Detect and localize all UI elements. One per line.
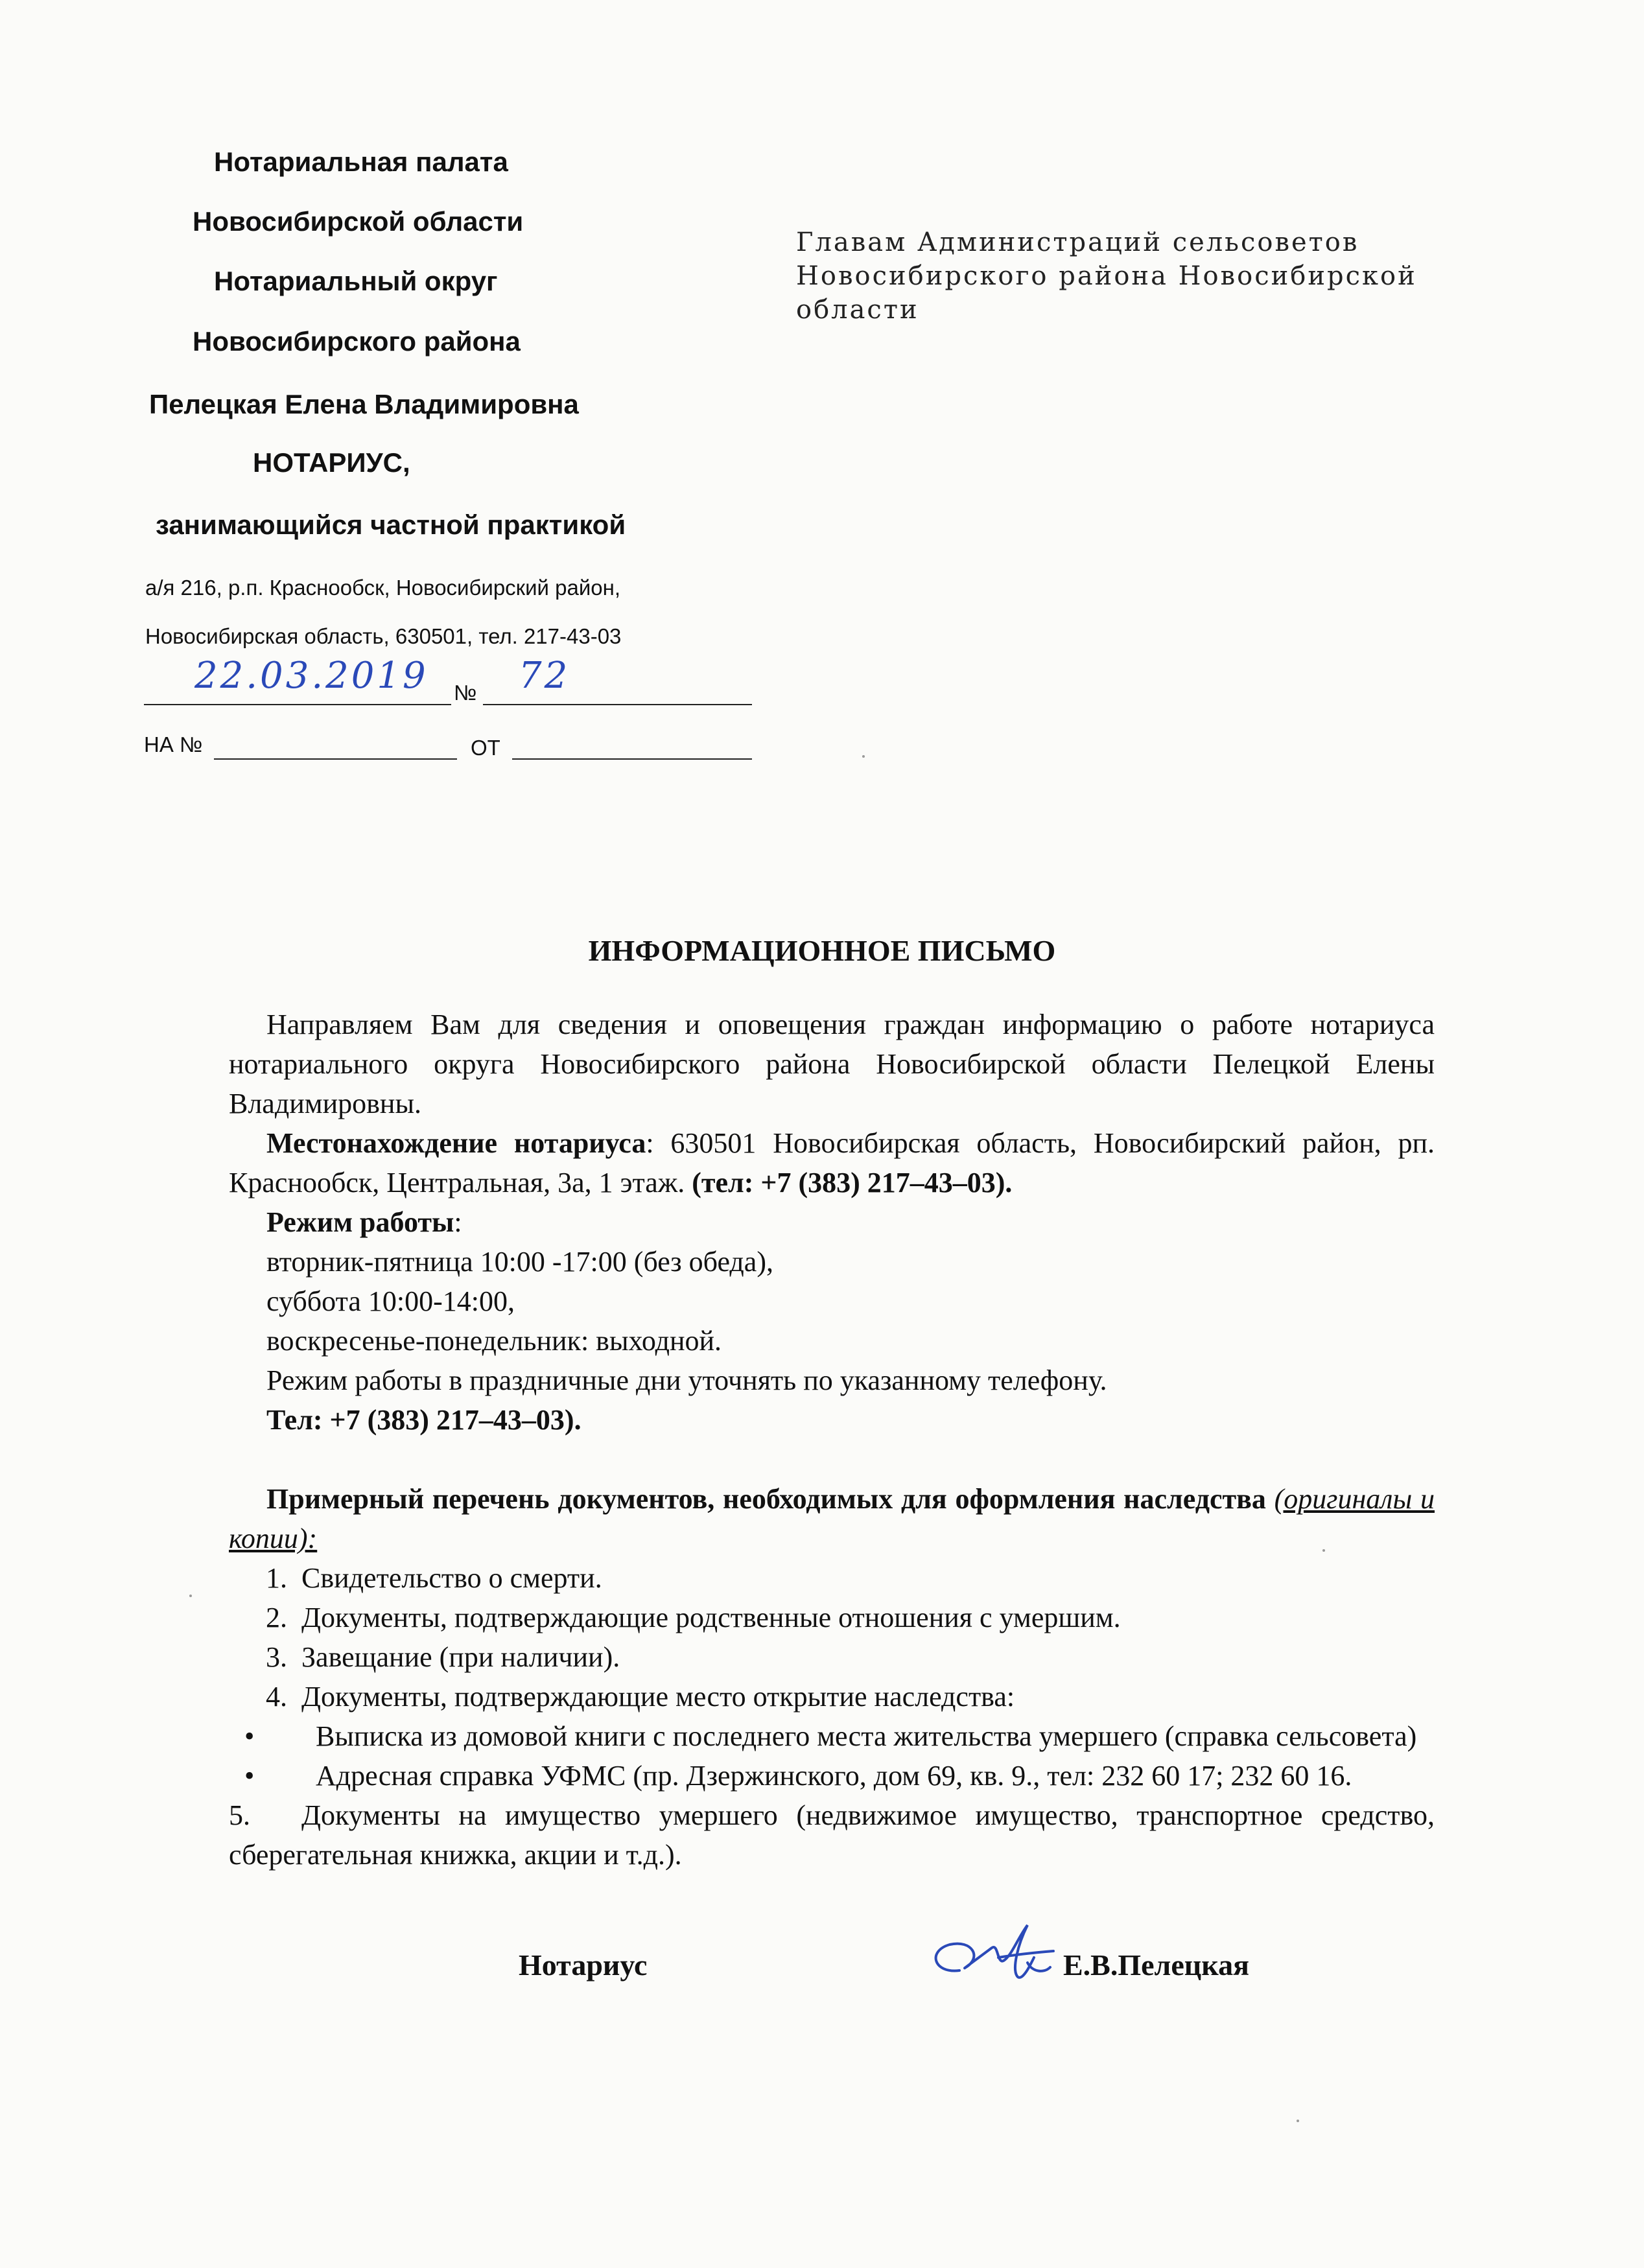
schedule-phone-text: Тел: +7 (383) 217–43–03). — [266, 1404, 581, 1436]
handwritten-date: 22.03.2019 — [194, 655, 429, 697]
date-underline — [144, 704, 451, 705]
addressee: Главам Администраций сельсоветов Новосибирского района Новосибирской области — [796, 228, 1417, 325]
list-item — [229, 1598, 1435, 1637]
letter-title: ИНФОРМАЦИОННОЕ ПИСЬМО — [588, 934, 1056, 967]
location-phone: (тел: +7 (383) 217–43–03). — [692, 1167, 1013, 1198]
schedule-line: воскресенье-понедельник: выходной. — [266, 1325, 722, 1357]
schedule-line: суббота 10:00-14:00, — [266, 1285, 515, 1317]
from-label: ОТ — [471, 736, 500, 760]
documents-heading-paragraph — [229, 1479, 1435, 1558]
list-item — [229, 1558, 1435, 1598]
list-item-text: Документы на имущество умершего (недвижимое имущество, транспортное средство, сберегательная книжка, акции и т.д.). — [229, 1799, 1435, 1871]
letterhead-practice: занимающийся частной практикой — [156, 509, 626, 540]
number-label: № — [454, 681, 477, 705]
list-item-number: 1. — [266, 1562, 287, 1594]
number-underline — [483, 704, 752, 705]
spacer — [229, 1440, 1435, 1479]
handwritten-signature-icon — [921, 1912, 1070, 1996]
bullet-icon: • — [244, 1720, 255, 1752]
reference-underline — [214, 758, 457, 760]
list-item — [229, 1637, 1435, 1677]
schedule-line: Режим работы в праздничные дни уточнять по указанному телефону. — [266, 1364, 1107, 1396]
list-item — [229, 1677, 1435, 1716]
scan-speck — [1297, 2120, 1299, 2122]
letterhead-role: НОТАРИУС, — [253, 447, 410, 478]
list-item-number: 3. — [266, 1641, 287, 1673]
letterhead-notary-name: Пелецкая Елена Владимировна — [149, 389, 579, 419]
list-item-text: Документы, подтверждающие место открытие наследства: — [301, 1681, 1015, 1713]
list-item-number: 2. — [266, 1602, 287, 1633]
letterhead-district: Новосибирского района — [193, 326, 521, 357]
schedule-phone — [229, 1400, 1435, 1440]
signature-role: Нотариус — [519, 1948, 648, 1982]
letterhead-address-line2: Новосибирская область, 630501, тел. 217-43-03 — [145, 624, 622, 648]
location-text: : 630501 Новосибирская область, Новосибирский район, рп. Краснообск, Центральная, 3а, 1 этаж. — [229, 1127, 1435, 1198]
from-underline — [512, 758, 752, 760]
bullet-item — [229, 1756, 1435, 1795]
schedule-line: вторник-пятница 10:00 -17:00 (без обеда), — [266, 1246, 773, 1278]
letterhead-district-label: Нотариальный округ — [214, 266, 498, 296]
schedule-heading — [229, 1202, 1435, 1242]
handwritten-number: 72 — [519, 655, 570, 697]
schedule-colon: : — [454, 1206, 462, 1238]
scan-speck — [189, 1595, 192, 1597]
location-paragraph — [229, 1123, 1435, 1202]
list-item — [229, 1795, 1435, 1875]
bullet-icon: • — [244, 1760, 255, 1792]
documents-subheading: (оригиналы и копии): — [229, 1483, 1435, 1554]
documents-heading: Примерный перечень документов, необходимых для оформления наследства — [266, 1483, 1266, 1515]
scan-speck — [1322, 1549, 1325, 1552]
signature-name: Е.В.Пелецкая — [1063, 1948, 1249, 1982]
reference-label: НА № — [144, 732, 203, 756]
letter-body — [229, 1005, 1435, 1875]
list-item-number: 5. — [229, 1799, 250, 1831]
list-item-text: Свидетельство о смерти. — [301, 1562, 602, 1594]
location-label: Местонахождение нотариуса — [266, 1127, 646, 1159]
list-item-text: Завещание (при наличии). — [301, 1641, 620, 1673]
scan-speck — [862, 755, 865, 758]
intro-paragraph: Направляем Вам для сведения и оповещения граждан информацию о работе нотариуса нотариального округа Новосибирского района Новосибирской области Пелецкой Елены Владимировны. — [229, 1009, 1435, 1119]
list-item-text: Документы, подтверждающие родственные отношения с умершим. — [301, 1602, 1121, 1633]
list-item-number: 4. — [266, 1681, 287, 1713]
bullet-item — [229, 1716, 1435, 1756]
bullet-text: Адресная справка УФМС (пр. Дзержинского, дом 69, кв. 9., тел: 232 60 17; 232 60 16. — [316, 1760, 1352, 1792]
letterhead-region: Новосибирской области — [193, 206, 524, 237]
letterhead-address-line1: а/я 216, р.п. Краснообск, Новосибирский район, — [145, 576, 621, 600]
schedule-label: Режим работы — [266, 1206, 454, 1238]
letterhead-chamber: Нотариальная палата — [214, 146, 508, 177]
bullet-text: Выписка из домовой книги с последнего места жительства умершего (справка сельсовета) — [316, 1720, 1417, 1752]
